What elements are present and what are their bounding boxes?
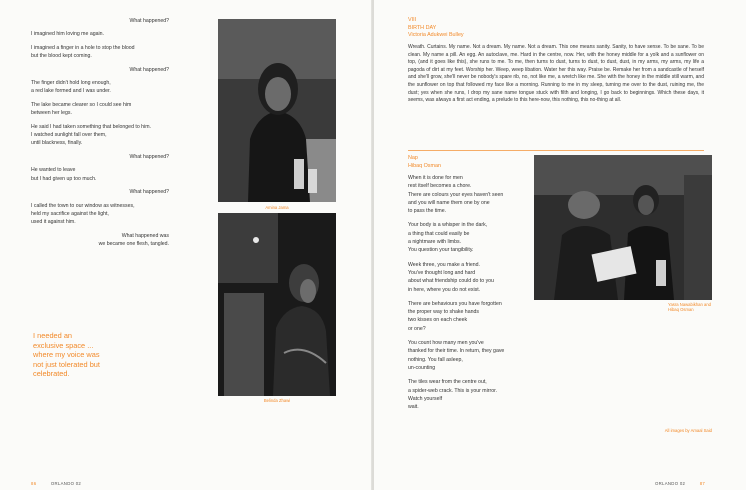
poem-line: but I had given up too much. (31, 175, 97, 182)
photo2-caption: Belinda Zhawi (263, 398, 291, 403)
poem-line: thanked for their time. In return, they gave (408, 348, 505, 355)
magazine-title: ORLANDO 02 (50, 481, 82, 486)
poem-line: in here, where you do not exist. (408, 286, 481, 293)
poem-stanza (408, 339, 558, 372)
section-title: BIRTH DAY (408, 24, 437, 31)
poem-line: What happened? (129, 18, 169, 24)
poem-line: or one? (408, 325, 426, 332)
poem-line: He wanted to leave (31, 167, 76, 174)
photo1-caption: Amina Jama (265, 205, 289, 210)
poem-line: He said I had taken something that belonged to him. (31, 123, 151, 130)
poem-line: wait. (408, 404, 419, 411)
poem-line: and you will name them one by one (408, 199, 490, 206)
birth-day-prose: Wreath. Curtains. My name. Not a dream. My name. Not a dream. This one means sanity. Sanity, to have sense. To be sane. To be clean. My name a pill. An egg. An autoclave, me. Hard in the centre, now. Her, with the honey middle for a yolk and a sunflower on top, (and it goes like this), she runs to me. To me, then turns to dust, turns to dust, to dust, dust, in my arms, my arms, my life a pagoda of dirt at my feet. Worship her. Weep, weep libation. Water her this way. Praise be. Remake her from a sandcastle of herself and she'll grow, she'll never be nobody's spare rib, no, not like me, a wretch like me. She with the honey in the middle still warm, and the sunflower on top that followed my face like a morning. Running to me in my sleep, turning me over to the dust, ruining me, the dust; yes when she runs, I drop my sane name tongue stuck with filth and longing, I go back to beginnings. Which these days, it seems, was always a first act ending, a prelude to this here-now, this nothing, this no-thing at all. (408, 44, 704, 104)
poem-line: nothing. You fall asleep, (408, 356, 463, 363)
poem-line: The lake became clearer so I could see him (31, 101, 132, 108)
section2-heading (408, 155, 441, 170)
left-poem (31, 17, 169, 249)
pull-quote: I needed an exclusive space ... where my voice was not just tolerated but celebrated. (33, 331, 100, 379)
poem-line: You've thought long and hard (408, 269, 476, 276)
poem-line: Your body is a whisper in the dark, (408, 222, 488, 229)
poem-line: about what friendship could do to you (408, 278, 494, 285)
portrait-image (218, 213, 336, 396)
poem-line: held my sacrifice against the light, (31, 210, 109, 217)
poem-line: a nightmare with limbs. (408, 239, 462, 246)
poem-line: What happened? (129, 66, 169, 73)
portrait-image (218, 19, 336, 202)
poem-line: You question your tangibility. (408, 247, 474, 254)
poem-line: There are behaviours you have forgotten (408, 300, 502, 307)
poem-line: What happened was (121, 232, 169, 239)
right-page (374, 0, 746, 490)
poem-line: I imagined him loving me again. (31, 31, 104, 38)
poem-line: When it is done for men (408, 175, 463, 181)
poem-line: a red lake formed and I was under. (31, 88, 111, 95)
poem-stanza (408, 378, 558, 411)
poem-stanza (408, 300, 558, 333)
page-number: 87 (699, 481, 706, 486)
poem-line: The finger didn't hold long enough, (31, 80, 111, 87)
poem-line: What happened? (129, 153, 169, 160)
section-numeral: VIII (408, 17, 417, 23)
poem-line: You count how many men you've (408, 340, 484, 347)
poem-line: two kisses on each cheek (408, 317, 468, 324)
poem-author: Hibaq Osman (408, 162, 441, 169)
photo-amina-jama (218, 19, 336, 202)
photo-workshop (534, 155, 712, 300)
poem-line: un-counting (408, 364, 436, 371)
section-divider (408, 150, 704, 151)
poem-line: Week three, you make a friend. (408, 261, 480, 268)
poem-line: rest itself becomes a chore. (408, 183, 472, 190)
workshop-image (534, 155, 712, 300)
poem-line: used it against him. (31, 219, 76, 226)
page-number: 86 (31, 481, 37, 486)
poem-line: a thing that could easily be (408, 230, 470, 237)
left-page (0, 0, 372, 490)
poem-line: What happened? (129, 189, 169, 196)
poem-line: I imagined a finger in a hole to stop the blood (31, 44, 135, 51)
poem-line: to pass the time. (408, 208, 447, 215)
right-footer (655, 481, 705, 486)
poem-line: until blackness, finally. (31, 140, 83, 147)
poem-line: There are colours your eyes haven't seen (408, 191, 504, 198)
poem-line: The tiles wear from the centre out, (408, 379, 487, 386)
magazine-title: ORLANDO 02 (655, 481, 686, 486)
poem-line: but the blood kept coming. (31, 53, 92, 60)
section1-heading (408, 17, 464, 40)
poem-line: between her legs. (31, 110, 72, 117)
poem-line: a spider-web crack. This is your mirror. (408, 387, 497, 394)
left-footer (31, 481, 81, 486)
poem-title: Nap (408, 155, 418, 161)
poem-line: the proper way to shake hands (408, 309, 479, 316)
photo-caption: Yasra Nawabikhan and Hibaq Osman (668, 302, 711, 312)
photo-belinda-zhawi (218, 213, 336, 396)
poem-line: Watch yourself (408, 395, 443, 402)
poem-line: I watched sunlight fall over them, (31, 132, 107, 139)
section-author: Victoria Adukwei Bulley (408, 32, 464, 39)
image-credit: All images by Amaal Said (664, 428, 712, 433)
poem-line: we became one flesh, tangled. (98, 241, 169, 248)
poem-line: I called the town to our window as witnesses, (31, 202, 135, 209)
